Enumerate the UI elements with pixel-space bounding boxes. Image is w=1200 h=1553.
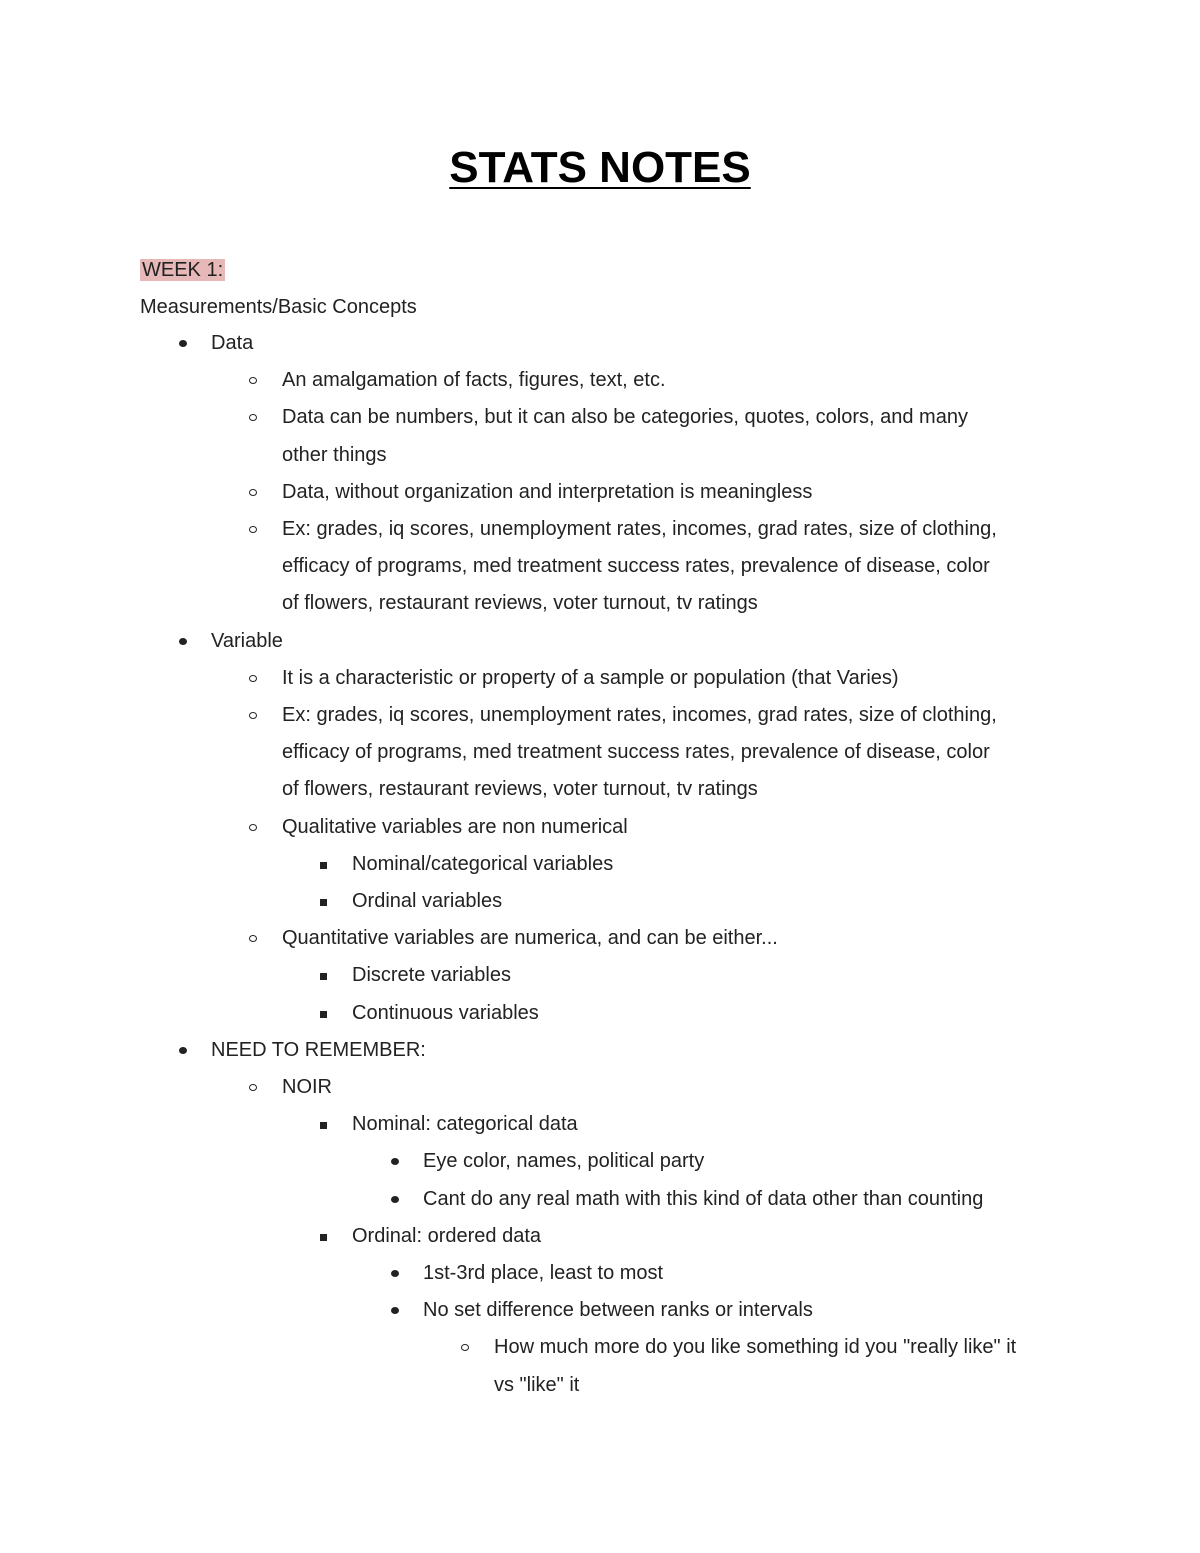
list-item-text: 1st-3rd place, least to most [423,1262,664,1284]
list-item-text: Ex: grades, iq scores, unemployment rates, incomes, grad rates, size of clothing, [282,704,997,726]
page-title: STATS NOTES [449,143,751,192]
bullet-icon [247,368,261,392]
list-item-text: No set difference between ranks or intervals [423,1299,813,1321]
bullet-icon [247,1075,261,1099]
bullet-icon [317,1224,331,1248]
list-item-text: Cant do any real math with this kind of data other than counting [423,1188,984,1210]
bullet-icon [176,331,190,355]
list-item-text: vs "like" it [494,1374,580,1396]
list-item-text: Ex: grades, iq scores, unemployment rates, incomes, grad rates, size of clothing, [282,518,997,540]
list-item-text: of flowers, restaurant reviews, voter turnout, tv ratings [282,778,758,800]
bullet-icon [247,517,261,541]
list-item-text: efficacy of programs, med treatment success rates, prevalence of disease, color [282,555,990,577]
week-label-line [140,258,225,282]
bullet-icon [317,1112,331,1136]
bullet-icon [247,480,261,504]
list-item-text: Nominal: categorical data [352,1113,578,1135]
list-item-text: Data can be numbers, but it can also be categories, quotes, colors, and many [282,406,968,428]
list-item-text: Ordinal: ordered data [352,1225,542,1247]
list-item-text: other things [282,444,387,466]
bullet-icon [317,889,331,913]
list-item-text: It is a characteristic or property of a sample or population (that Varies) [282,667,899,689]
list-item-text: Continuous variables [352,1002,539,1024]
list-item-text: An amalgamation of facts, figures, text, etc. [282,369,666,391]
list-item-text: Data [211,332,254,354]
bullet-icon [176,1038,190,1062]
list-item-text: Ordinal variables [352,890,503,912]
list-item-text: of flowers, restaurant reviews, voter turnout, tv ratings [282,592,758,614]
bullet-icon [388,1261,402,1285]
list-item-text: How much more do you like something id you "really like" it [494,1336,1017,1358]
list-item-text: Discrete variables [352,964,511,986]
bullet-icon [317,852,331,876]
bullet-icon [388,1187,402,1211]
bullet-icon [388,1298,402,1322]
list-item-text: Qualitative variables are non numerical [282,816,628,838]
list-item-text: Eye color, names, political party [423,1150,705,1172]
bullet-icon [317,963,331,987]
bullet-icon [388,1149,402,1173]
list-item-text: NOIR [282,1076,332,1098]
bullet-icon [247,666,261,690]
bullet-icon [317,1001,331,1025]
list-item-text: Data, without organization and interpretation is meaningless [282,481,813,503]
bullet-icon [176,629,190,653]
list-item-text: efficacy of programs, med treatment success rates, prevalence of disease, color [282,741,990,763]
week-label: WEEK 1: [142,259,224,281]
section-heading: Measurements/Basic Concepts [140,296,417,318]
bullet-icon [247,405,261,429]
bullet-icon [247,703,261,727]
bullet-icon [459,1335,473,1359]
bullet-icon [247,926,261,950]
list-item-text: Quantitative variables are numerica, and can be either... [282,927,778,949]
bullet-icon [247,815,261,839]
list-item-text: Nominal/categorical variables [352,853,614,875]
list-item-text: Variable [211,630,283,652]
list-item-text: NEED TO REMEMBER: [211,1039,426,1061]
